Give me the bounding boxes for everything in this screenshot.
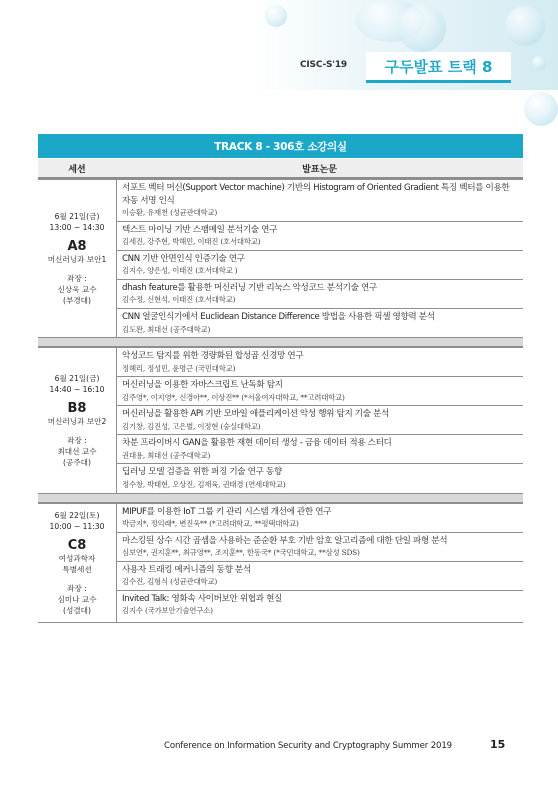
session-info [38,348,117,492]
section-tab: 구두발표 트랙 8 [366,52,511,80]
paper-title: 마스킹된 상수 시간 곱셈을 사용하는 준순환 부호 기반 암호 알고리즘에 대한 단일 파형 분석 [122,535,448,546]
paper-entry [117,406,523,435]
decorative-bubble [524,92,558,126]
session-time: 14:40 ~ 16:10 [49,384,105,394]
paper-entry [117,309,523,337]
paper-authors: 김수진, 김형식 (성균관대학교) [122,577,218,587]
paper-entry [117,348,523,377]
paper-entry [117,464,523,492]
section-tab-underline [366,80,511,83]
session-code: B8 [67,400,87,416]
session-name: 특별세션 [62,564,92,574]
chair-name: 심미나 교수 [57,594,97,604]
paper-title: MIPUF를 이용한 IoT 그룹 키 관리 시스템 개선에 관한 연구 [122,506,332,517]
paper-title: 머신러닝을 활용한 API 기반 모바일 애플리케이션 악성 행위 탐지 기술 분석 [122,409,389,420]
paper-authors: 이승환, 유재천 (성균관대학교) [122,208,218,218]
chair-label: 좌장 : [67,583,87,593]
chair-affiliation: (부경대) [63,296,91,306]
decorative-bubble [532,56,546,70]
paper-authors: 정혜리, 정성민, 윤명근 (국민대학교) [122,363,236,373]
paper-list [117,180,523,337]
paper-title: 차분 프라이버시 GAN을 활용한 재현 데이터 생성 - 금융 데이터 적용 스터디 [122,438,392,449]
session-code: A8 [67,239,87,255]
paper-authors: 김수정, 신현석, 이태진 (호서대학교) [122,295,236,305]
paper-authors: 김지수, 양은성, 이태진 (호서대학교 ) [122,266,238,276]
footer-conference-name: Conference on Information Security and Cryptography Summer 2019 [164,741,452,751]
paper-entry [117,377,523,406]
paper-entry [117,435,523,464]
paper-authors: 권대용, 최대선 (공주대학교) [122,450,211,460]
paper-title: 사용자 트래킹 메커니즘의 동향 분석 [122,564,251,575]
paper-authors: 김주영*, 이지영*, 신경아**, 이상진** (*서울여자대학교, **고려대학교) [122,392,345,402]
chair-name: 신상욱 교수 [57,285,97,295]
decorative-bubble [265,5,287,27]
session-block-a8 [38,178,523,338]
track-title: TRACK 8 - 306호 소강의실 [38,134,523,158]
session-time: 10:00 ~ 11:30 [49,521,105,531]
paper-authors: 김지수 (국가보안기술연구소) [122,606,213,616]
paper-authors: 정수창, 박태현, 오상진, 김재육, 권태경 (연세대학교) [122,480,286,490]
paper-entry [117,280,523,309]
chair-affiliation: (성결대) [63,605,91,615]
paper-title: 딥러닝 모델 검증을 위한 퍼징 기술 연구 동향 [122,467,282,478]
paper-entry [117,591,523,619]
paper-title: CNN 기반 안면인식 인증기술 연구 [122,253,245,264]
paper-title: 머신러닝을 이용한 자바스크립트 난독화 탐지 [122,380,283,391]
paper-list [117,504,523,622]
paper-authors: 박금지*, 정익래*, 변진욱** (*고려대학교, **평택대학교) [122,519,299,529]
paper-entry [117,562,523,591]
session-info [38,180,117,337]
paper-title: CNN 얼굴인식기에서 Euclidean Distance Difference 방법을 사용한 픽셀 영향력 분석 [122,311,435,322]
session-name: 머신러닝과 보안2 [47,416,107,426]
paper-title: 악성코드 탐지를 위한 경량화된 합성곱 신경망 연구 [122,351,304,362]
page-number: 15 [490,738,506,751]
paper-authors: 심보연*, 권지훈**, 최규영**, 조지훈**, 한동국* (*국민대학교, **삼성 SDS) [122,548,360,558]
paper-authors: 김기창, 김진성, 고은별, 이정현 (숭실대학교) [122,421,261,431]
paper-entry [117,222,523,251]
conference-code: CISC-S'19 [300,60,347,70]
paper-title: dhash feature를 활용한 머신러닝 기반 리눅스 악성코드 분석기술 연구 [122,282,377,293]
session-block-c8 [38,502,523,623]
paper-title: 서포트 벡터 머신(Support Vector machine) 기반의 Histogram of Oriented Gradient 특징 벡터를 이용한 자동 서명 인식 [122,183,510,206]
session-block-b8 [38,346,523,493]
session-date: 6월 21일(금) [54,373,100,383]
paper-entry [117,533,523,562]
session-name: 여성과학자 [58,553,96,563]
paper-title: Invited Talk: 영화속 사이버보안 위협과 현실 [122,593,282,604]
column-header-papers: 발표논문 [302,164,337,175]
paper-authors: 김도완, 최대선 (공주대학교) [122,324,211,334]
chair-affiliation: (공주대) [63,457,91,467]
session-info [38,504,117,622]
decorative-bubble [398,4,446,52]
chair-name: 최대선 교수 [57,446,97,456]
session-date: 6월 22일(토) [54,510,100,520]
paper-authors: 김세진, 강주현, 박해민, 이태진 (호서대학교) [122,237,261,247]
chair-label: 좌장 : [67,274,87,284]
session-name: 머신러닝과 보안1 [47,255,107,265]
block-separator [38,494,523,502]
session-time: 13:00 ~ 14:30 [49,223,105,233]
column-header-session: 세션 [68,164,86,175]
program-table [38,134,523,623]
paper-list [117,348,523,492]
paper-entry [117,504,523,533]
session-code: C8 [67,537,87,553]
chair-label: 좌장 : [67,435,87,445]
block-separator [38,338,523,346]
paper-entry [117,251,523,280]
column-header-row [38,158,523,178]
paper-title: 텍스트 마이닝 기반 스팸메일 분석기술 연구 [122,224,278,235]
paper-entry [117,180,523,222]
session-date: 6월 21일(금) [54,212,100,222]
decorative-bubble [505,6,545,46]
